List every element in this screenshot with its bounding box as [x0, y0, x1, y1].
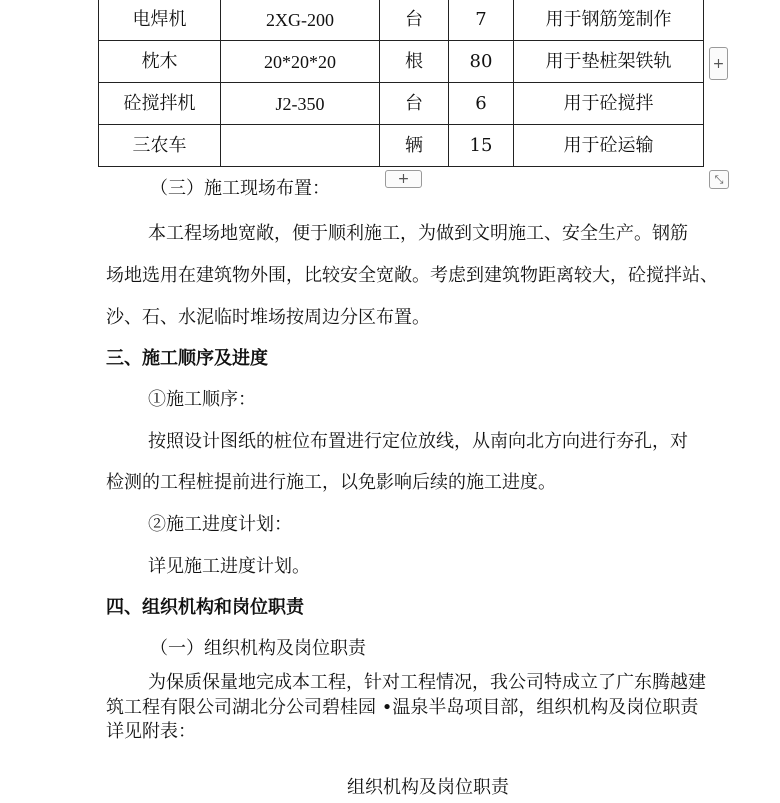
section-heading: 四、组织机构和岗位职责 — [106, 597, 304, 618]
order-paragraph-line: 按照设计图纸的桩位布置进行定位放线，从南向北方向进行夯孔，对 — [148, 431, 688, 452]
table-row — [99, 0, 704, 41]
schedule-plan-heading: ②施工进度计划： — [148, 514, 292, 535]
table-caption: 组织机构及岗位职责 — [347, 777, 509, 798]
add-column-button[interactable]: + — [709, 47, 728, 80]
add-row-button[interactable]: + — [385, 170, 422, 188]
equipment-name-cell[interactable]: 枕木 — [99, 41, 221, 83]
equipment-model-cell[interactable]: 20*20*20 — [221, 41, 380, 83]
site-paragraph-line: 本工程场地宽敞，便于顺利施工，为做到文明施工、安全生产。钢筋 — [148, 223, 688, 244]
order-paragraph-line: 检测的工程桩提前进行施工，以免影响后续的施工进度。 — [106, 472, 556, 493]
equipment-table — [98, 0, 704, 167]
organization-heading: （一）组织机构及岗位职责 — [150, 638, 366, 659]
table-resize-icon[interactable]: ⤡ — [709, 170, 729, 189]
equipment-name-cell[interactable]: 砼搅拌机 — [99, 83, 221, 125]
organization-paragraph-line: 为保质保量地完成本工程，针对工程情况，我公司特成立了广东腾越建 — [148, 672, 706, 693]
equipment-qty-cell[interactable]: 15 — [449, 125, 514, 167]
equipment-use-cell[interactable]: 用于砼搅拌 — [514, 83, 704, 125]
equipment-use-cell[interactable]: 用于钢筋笼制作 — [514, 0, 704, 41]
equipment-model-cell[interactable]: J2-350 — [221, 83, 380, 125]
equipment-unit-cell[interactable]: 台 — [380, 83, 449, 125]
equipment-unit-cell[interactable]: 根 — [380, 41, 449, 83]
equipment-use-cell[interactable]: 用于砼运输 — [514, 125, 704, 167]
organization-paragraph-line: 筑工程有限公司湖北分公司碧桂园 •温泉半岛项目部，组织机构及岗位职责 — [106, 697, 699, 718]
equipment-model-cell[interactable] — [221, 125, 380, 167]
schedule-plan-text: 详见施工进度计划。 — [148, 556, 310, 577]
site-paragraph-line: 场地选用在建筑物外围，比较安全宽敞。考虑到建筑物距离较大，砼搅拌站、 — [106, 265, 718, 286]
table-row — [99, 125, 704, 167]
construction-order-heading: ①施工顺序： — [148, 389, 256, 410]
table-row — [99, 41, 704, 83]
equipment-qty-cell[interactable]: 6 — [449, 83, 514, 125]
site-paragraph-line: 沙、石、水泥临时堆场按周边分区布置。 — [106, 307, 430, 328]
section-heading: 三、施工顺序及进度 — [106, 348, 268, 369]
equipment-qty-cell[interactable]: 7 — [449, 0, 514, 41]
site-layout-heading: （三）施工现场布置： — [150, 178, 330, 199]
equipment-name-cell[interactable]: 三农车 — [99, 125, 221, 167]
table-row — [99, 83, 704, 125]
equipment-model-cell[interactable]: 2XG-200 — [221, 0, 380, 41]
equipment-name-cell[interactable]: 电焊机 — [99, 0, 221, 41]
organization-paragraph-line: 详见附表： — [106, 721, 196, 742]
equipment-use-cell[interactable]: 用于垫桩架铁轨 — [514, 41, 704, 83]
equipment-qty-cell[interactable]: 80 — [449, 41, 514, 83]
equipment-unit-cell[interactable]: 辆 — [380, 125, 449, 167]
equipment-unit-cell[interactable]: 台 — [380, 0, 449, 41]
